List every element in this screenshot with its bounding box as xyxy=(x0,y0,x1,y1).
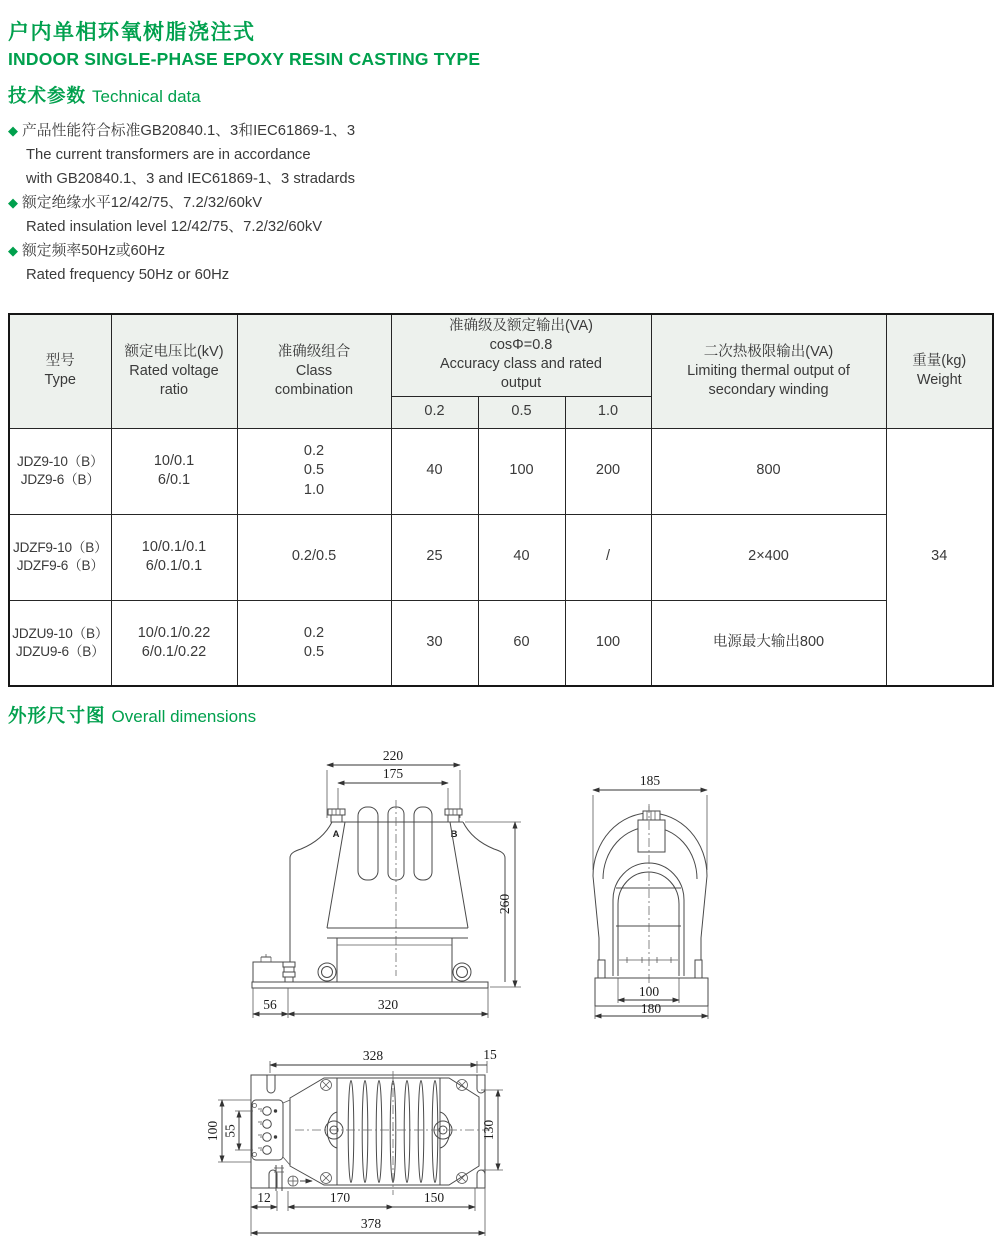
bullet-zh: 产品性能符合标准GB20840.1、3和IEC61869-1、3 xyxy=(22,123,356,139)
cell-class xyxy=(237,600,391,686)
voltage-line: 6/0.1 xyxy=(157,472,191,488)
type-line: JDZ9-6（B） xyxy=(20,472,100,487)
terminal-label-b: B xyxy=(450,829,458,840)
cell-voltage xyxy=(111,514,237,600)
cell-output-1.0: / xyxy=(565,514,651,600)
section-dimensions-en: Overall dimensions xyxy=(111,707,257,726)
dim-label-100: 100 xyxy=(638,984,660,999)
header-accuracy-cos: cosΦ=0.8 xyxy=(489,337,553,354)
dim-label-320: 320 xyxy=(377,997,399,1012)
dim-label-12: 12 xyxy=(257,1190,271,1205)
bullet-en: with GB20840.1、3 and IEC61869-1、3 stradards xyxy=(26,171,356,187)
cell-voltage xyxy=(111,600,237,686)
voltage-line: 6/0.1/0.22 xyxy=(141,643,207,660)
voltage-line: 6/0.1/0.1 xyxy=(145,558,203,574)
dim-label-328: 328 xyxy=(362,1048,384,1063)
dim-label-170: 170 xyxy=(329,1190,351,1205)
type-line: JDZU9-10（B） xyxy=(12,625,109,641)
dim-label-185: 185 xyxy=(639,773,661,788)
spec-bullet-list xyxy=(8,119,355,287)
header-type-zh: 型号 xyxy=(45,353,75,370)
cell-output-0.2: 25 xyxy=(391,514,478,600)
col-header-voltage-ratio xyxy=(111,314,237,428)
page-title-en: INDOOR SINGLE-PHASE EPOXY RESIN CASTING TYPE xyxy=(8,49,481,69)
header-voltage-en: Rated voltage ratio xyxy=(129,362,219,398)
class-line: 1.0 xyxy=(303,481,325,498)
bottom-view-drawing xyxy=(185,1025,515,1244)
dim-label-220: 220 xyxy=(382,748,404,763)
section-dimensions-zh: 外形尺寸图 xyxy=(8,705,106,726)
dim-label-100: 100 xyxy=(205,1120,220,1142)
dim-label-180: 180 xyxy=(640,1001,662,1016)
header-voltage-zh: 额定电压比(kV) xyxy=(124,343,224,360)
header-class-en: Class combination xyxy=(274,362,354,398)
cell-output-1.0: 100 xyxy=(565,600,651,686)
col-header-accuracy-output xyxy=(391,314,651,396)
dim-label-260: 260 xyxy=(497,893,512,915)
bullet-zh: 额定绝缘水平12/42/75、7.2/32/60kV xyxy=(22,195,263,211)
dim-label-55: 55 xyxy=(222,1124,238,1138)
section-heading-dimensions xyxy=(8,702,256,728)
table-row xyxy=(9,600,993,686)
cell-output-0.5: 100 xyxy=(478,428,565,514)
technical-data-table xyxy=(8,313,994,687)
header-thermal-zh: 二次热极限输出(VA) xyxy=(703,343,834,360)
page-title-zh: 户内单相环氧树脂浇注式 xyxy=(8,21,256,44)
diamond-bullet-icon: ◆ xyxy=(8,123,18,138)
col-header-class-combination xyxy=(237,314,391,428)
side-view-drawing xyxy=(565,748,800,1020)
type-line: JDZ9-10（B） xyxy=(17,454,104,470)
front-view-drawing xyxy=(225,740,565,1020)
header-weight-zh: 重量(kg) xyxy=(912,353,967,370)
cell-thermal: 电源最大输出800 xyxy=(651,600,886,686)
title-block xyxy=(8,16,480,70)
list-item xyxy=(8,239,355,287)
section-technical-zh: 技术参数 xyxy=(8,85,87,106)
cell-type xyxy=(9,600,111,686)
type-line: JDZU9-6（B） xyxy=(15,643,105,659)
cell-weight: 34 xyxy=(886,428,993,686)
cell-thermal: 2×400 xyxy=(651,514,886,600)
bullet-zh: 额定频率50Hz或60Hz xyxy=(22,243,166,259)
cell-output-0.5: 60 xyxy=(478,600,565,686)
sub-header-0.2: 0.2 xyxy=(391,396,478,428)
cell-output-0.2: 30 xyxy=(391,600,478,686)
dim-label-150: 150 xyxy=(423,1190,445,1205)
section-heading-technical xyxy=(8,82,201,108)
sub-header-1.0: 1.0 xyxy=(565,396,651,428)
dim-label-378: 378 xyxy=(360,1216,382,1231)
cell-output-0.2: 40 xyxy=(391,428,478,514)
section-technical-en: Technical data xyxy=(92,87,201,106)
class-line: 0.2 xyxy=(303,624,325,641)
terminal-label-a: A xyxy=(332,829,340,840)
dim-label-175: 175 xyxy=(382,766,404,781)
dim-label-56: 56 xyxy=(263,997,277,1012)
header-weight-en: Weight xyxy=(916,372,962,389)
type-line: JDZF9-6（B） xyxy=(16,558,104,573)
class-line: 0.2 xyxy=(303,443,325,460)
class-line: 0.5 xyxy=(303,462,325,479)
col-header-type xyxy=(9,314,111,428)
voltage-line: 10/0.1/0.1 xyxy=(141,538,207,555)
table-row xyxy=(9,428,993,514)
header-class-zh: 准确级组合 xyxy=(277,343,351,360)
sub-header-0.5: 0.5 xyxy=(478,396,565,428)
cell-type xyxy=(9,514,111,600)
cell-voltage xyxy=(111,428,237,514)
bullet-en: Rated frequency 50Hz or 60Hz xyxy=(26,267,230,283)
col-header-weight xyxy=(886,314,993,428)
bullet-en: Rated insulation level 12/42/75、7.2/32/60kV xyxy=(26,219,323,235)
col-header-thermal-output xyxy=(651,314,886,428)
voltage-line: 10/0.1/0.22 xyxy=(137,624,211,641)
header-accuracy-zh: 准确级及额定输出(VA) xyxy=(449,318,593,334)
cell-class: 0.2/0.5 xyxy=(237,514,391,600)
class-line: 0.5 xyxy=(303,643,325,660)
list-item xyxy=(8,119,355,191)
dim-label-130: 130 xyxy=(481,1119,496,1141)
list-item xyxy=(8,191,355,239)
table-row xyxy=(9,514,993,600)
header-type-en: Type xyxy=(44,372,76,389)
diamond-bullet-icon: ◆ xyxy=(8,195,18,210)
voltage-line: 10/0.1 xyxy=(153,452,195,469)
bullet-en: The current transformers are in accordance xyxy=(26,147,311,163)
header-thermal-en: Limiting thermal output of secondary winding xyxy=(687,362,850,398)
cell-output-1.0: 200 xyxy=(565,428,651,514)
cell-output-0.5: 40 xyxy=(478,514,565,600)
cell-class xyxy=(237,428,391,514)
cell-type xyxy=(9,428,111,514)
cell-thermal: 800 xyxy=(651,428,886,514)
header-accuracy-en: Accuracy class and rated output xyxy=(440,356,602,392)
dim-label-15: 15 xyxy=(483,1047,497,1062)
diamond-bullet-icon: ◆ xyxy=(8,243,18,258)
type-line: JDZF9-10（B） xyxy=(13,540,108,556)
